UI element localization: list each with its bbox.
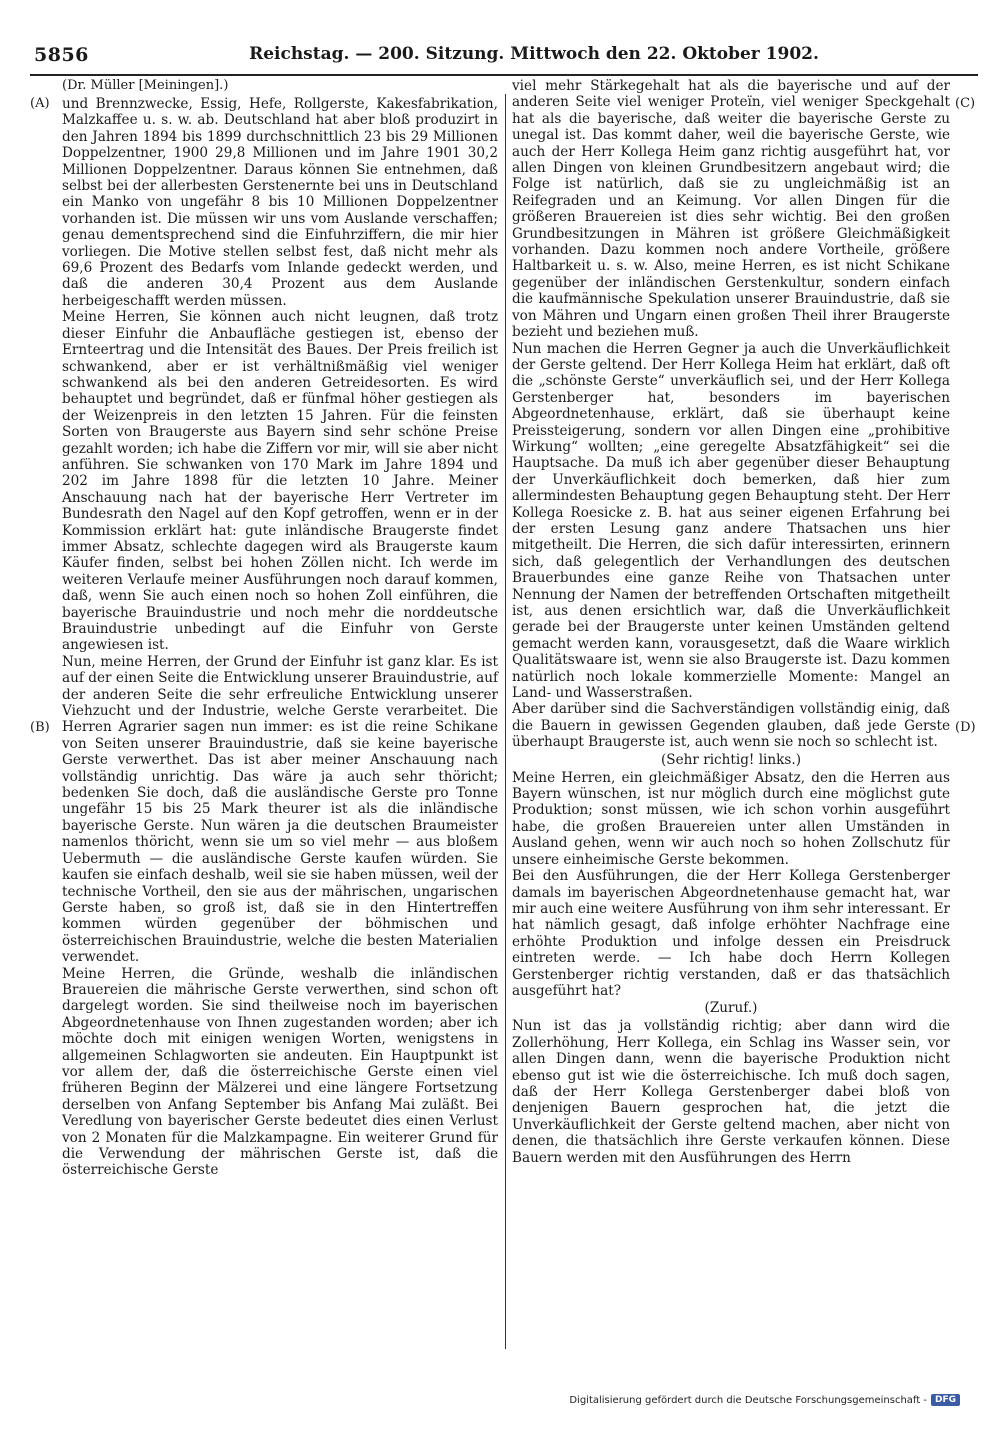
page-header bbox=[30, 44, 978, 76]
paragraph: Meine Herren, die Gründe, weshalb die inländischen Brauereien die mährische Gerste verwerthen, sind schon oft dargelegt worden. Sie sind theilweise noch im bayerischen Abgeordnetenhause von Ihnen zugestanden worden; aber ich möchte doch mit einigen wenigen Worten, wenigstens in allgemeinen Schlagworten sie andeuten. Ein Hauptpunkt ist vor allem der, daß die österreichische Gerste einen viel früheren Beginn der Mälzerei und eine längere Fortsetzung derselben von Anfang September bis Anfang Mai zuläßt. Bei Veredlung von bayerischer Gerste bedeutet dies einen Verlust von 2 Monaten für die Malzkampagne. Ein weiterer Grund für die Verwendung der mährischen Gerste ist, daß die österreichische Gerste bbox=[62, 965, 498, 1179]
interjection: (Sehr richtig! links.) bbox=[660, 751, 802, 768]
dfg-logo: DFG bbox=[931, 1394, 960, 1406]
running-title: Reichstag. — 200. Sitzung. Mittwoch den 22. Oktober 1902. bbox=[249, 44, 819, 64]
footer-text: Digitalisierung gefördert durch die Deutsche Forschungsgemeinschaft - bbox=[569, 1394, 927, 1406]
column-divider bbox=[505, 94, 506, 1349]
paragraph: viel mehr Stärkegehalt hat als die bayerische und auf der anderen Seite viel weniger Proteïn, viel weniger Speckgehalt hat als die bayerische, daß weiter die bayerische Gerste zu unegal ist. Das kommt daher, weil die bayerische Gerste, wie auch der Herr Kollega Heim ganz richtig ausgeführt hat, vor allen Dingen von kleinen Grundbesitzern angebaut wird; die Folge ist natürlich, daß sie zu ungleichmäßig ist an Reifegraden und an Keimung. Vor allen Dingen für die größeren Brauereien ist dies sehr wichtig. Bei den großen Grundbesitzungen in Mähren ist größere Gleichmäßigkeit vorhanden. Dazu kommen noch andere Vortheile, größere Haltbarkeit u. s. w. Also, meine Herren, es ist nicht Schikane gegenüber der inländischen Gerstenkultur, sondern einfach die kaufmännische Spekulation unserer Brauindustrie, daß sie von Mähren und Ungarn einen großen Theil ihrer Braugerste bezieht und beziehen muß. bbox=[512, 78, 950, 341]
paragraph: Aber darüber sind die Sachverständigen vollständig einig, daß die Bauern in gewissen Gegenden glauben, daß jede Gerste überhaupt Braugerste ist, auch wenn sie noch so schlecht ist. bbox=[512, 701, 950, 751]
paragraph: Nun machen die Herren Gegner ja auch die Unverkäuflichkeit der Gerste geltend. Der Herr Kollega Heim hat erklärt, daß oft die „schönste Gerste“ unverkäuflich sei, und der Herr Kollega Gerstenberger hat, besonders im bayerischen Abgeordnetenhause, erklärt, daß sie überhaupt keine Preissteigerung, sondern vor allen Dingen eine „prohibitive Wirkung“ wollten; „eine geregelte Absatzfähigkeit“ sei die Hauptsache. Da muß ich aber gegenüber dieser Behauptung der Unverkäuflichkeit doch bemerken, daß hier zum allermindesten Behauptung gegen Behauptung steht. Der Herr Kollega Roesicke z. B. hat aus seiner eigenen Erfahrung bei der ersten Lesung ganz andere Thatsachen uns hier mitgetheilt. Die Herren, die sich dafür interessirten, erinnern sich, daß gelegentlich der Verhandlungen des deutschen Brauerbundes eine ganze Reihe von Thatsachen unter Nennung der Namen der betreffenden Ortschaften mitgetheilt ist, aus denen ersichtlich war, daß die Unverkäuflichkeit gerade bei der Braugerste unter keinen Umständen geltend gemacht werden kann, vorausgesetzt, daß die Waare wirklich Qualitätswaare ist, wenn sie also Braugerste ist. Dazu kommen natürlich noch lokale kommerzielle Momente: Mangel an Land- und Wasserstraßen. bbox=[512, 340, 950, 702]
left-column bbox=[62, 78, 498, 1356]
paragraph: Meine Herren, Sie können auch nicht leugnen, daß trotz dieser Einfuhr die Anbaufläche gestiegen ist, ebenso der Ernteertrag und die Intensität des Baues. Der Preis freilich ist schwankend, aber er ist verhältnißmäßig viel weniger schwankend als bei den anderen Getreidesorten. Es wird behauptet und begründet, daß er fünfmal höher gestiegen als der Weizenpreis in den letzten 15 Jahren. Für die feinsten Sorten von Braugerste aus Bayern sind sehr schöne Preise gezahlt worden; ich habe die Ziffern vor mir, will sie aber nicht anführen. Sie schwanken von 170 Mark im Jahre 1894 und 202 im Jahre 1898 für die letzten 10 Jahre. Meiner Anschauung nach hat der bayerische Herr Vertreter im Bundesrath den Nagel auf den Kopf getroffen, wenn er in der Kommission erklärt hat: gute inländische Braugerste findet immer Absatz, schlechte dagegen wird als Braugerste kaum Käufer finden, selbst bei hohen Zöllen nicht. Ich werde im weiteren Verlaufe meiner Ausführungen noch darauf kommen, daß, wenn Sie auch einen noch so hohen Zoll einführen, die bayerische Brauindustrie und noch mehr die norddeutsche Brauindustrie unbedingt auf die Einfuhr von Gerste angewiesen ist. bbox=[62, 309, 498, 654]
margin-marker-a: (A) bbox=[30, 96, 50, 111]
right-column bbox=[512, 78, 950, 1356]
paragraph: und Brennzwecke, Essig, Hefe, Rollgerste, Kakesfabrikation, Malzkaffee u. s. w. ab. Deutschland hat aber bloß produzirt in den Jahren 1894 bis 1899 durchschnittlich 23 bis 29 Millionen Doppelzentner, 1900 29,8 Millionen und im Jahre 1901 30,2 Millionen Doppelzentner. Daraus können Sie entnehmen, daß selbst bei der allerbesten Gerstenernte bei uns in Deutschland ein Manko von ungefähr 8 bis 10 Millionen Doppelzentner vorhanden ist. Die müssen wir uns vom Auslande verschaffen; genau dementsprechend sind die Einfuhrziffern, die mir hier vorliegen. Die Motive stellen selbst fest, daß nicht mehr als 69,6 Prozent des Bedarfs vom Inlande gedeckt werden, und daß die anderen 30,4 Prozent aus dem Auslande herbeigeschafft werden müssen. bbox=[62, 96, 498, 309]
page-number: 5856 bbox=[34, 44, 89, 66]
paragraph: Bei den Ausführungen, die der Herr Kollega Gerstenberger damals im bayerischen Abgeordnetenhause gemacht hat, war mir auch eine weitere Ausführung von ihm sehr interessant. Er hat nämlich gesagt, daß infolge erhöhter Nachfrage eine erhöhte Produktion und infolge dessen ein Preisdruck eintreten werde. — Ich habe doch Herrn Kollegen Gerstenberger richtig verstanden, daß er das thatsächlich ausgeführt hat? bbox=[512, 868, 950, 999]
margin-marker-d: (D) bbox=[955, 720, 976, 735]
paragraph: Meine Herren, ein gleichmäßiger Absatz, den die Herren aus Bayern wünschen, ist nur möglich durch eine möglichst gute Produktion; sonst müssen, wie ich schon vorhin ausgeführt habe, die großen Brauereien unter allen Umständen in Ausland gehen, wenn wir auch noch so hohen Zollschutz für unsere einheimische Gerste bekommen. bbox=[512, 769, 950, 868]
margin-marker-c: (C) bbox=[955, 96, 976, 111]
paragraph: Nun ist das ja vollständig richtig; aber dann wird die Zollerhöhung, Herr Kollega, ein Schlag ins Wasser sein, vor allen Dingen dann, wenn die bayerische Produktion nicht ebenso gut ist wie die österreichische. Ich muß doch sagen, daß der Herr Kollega Gerstenberger dabei bloß von denjenigen Bauern gesprochen hat, die jetzt die Unverkäuflichkeit der Gerste geltend machen, aber nicht von denen, die thatsächlich ihre Gerste verkaufen können. Diese Bauern werden mit den Ausführungen des Herrn bbox=[512, 1018, 950, 1166]
interjection: (Zuruf.) bbox=[704, 1000, 758, 1017]
speaker-label: (Dr. Müller [Meiningen].) bbox=[62, 78, 229, 93]
footer bbox=[569, 1394, 960, 1406]
margin-marker-b: (B) bbox=[30, 720, 50, 735]
paragraph: Nun, meine Herren, der Grund der Einfuhr ist ganz klar. Es ist auf der einen Seite die Entwicklung unserer Brauindustrie, auf der anderen Seite die sehr erfreuliche Entwicklung unserer Viehzucht und der Industrie, welche Gerste verarbeitet. Die Herren Agrarier sagen nun immer: es ist die reine Schikane von Seiten unserer Brauindustrie, daß sie keine bayerische Gerste verwerthet. Das ist aber meiner Anschauung nach vollständig unrichtig. Das wäre ja auch sehr thöricht; bedenken Sie doch, daß die ausländische Gerste pro Tonne ungefähr 15 bis 25 Mark theurer ist als die inländische bayerische Gerste. Nun wären ja die deutschen Braumeister namenlos thöricht, wenn sie um so viel mehr — aus bloßem Uebermuth — die ausländische Gerste kaufen würden. Sie kaufen sie einfach deshalb, weil sie sie haben müssen, weil der technische Vortheil, den sie aus der mährischen, ungarischen Gerste haben, so groß ist, daß sie in den Hintertreffen kommen würden gegenüber der böhmischen und österreichischen Brauindustrie, welche die besten Materialien verwendet. bbox=[62, 653, 498, 966]
